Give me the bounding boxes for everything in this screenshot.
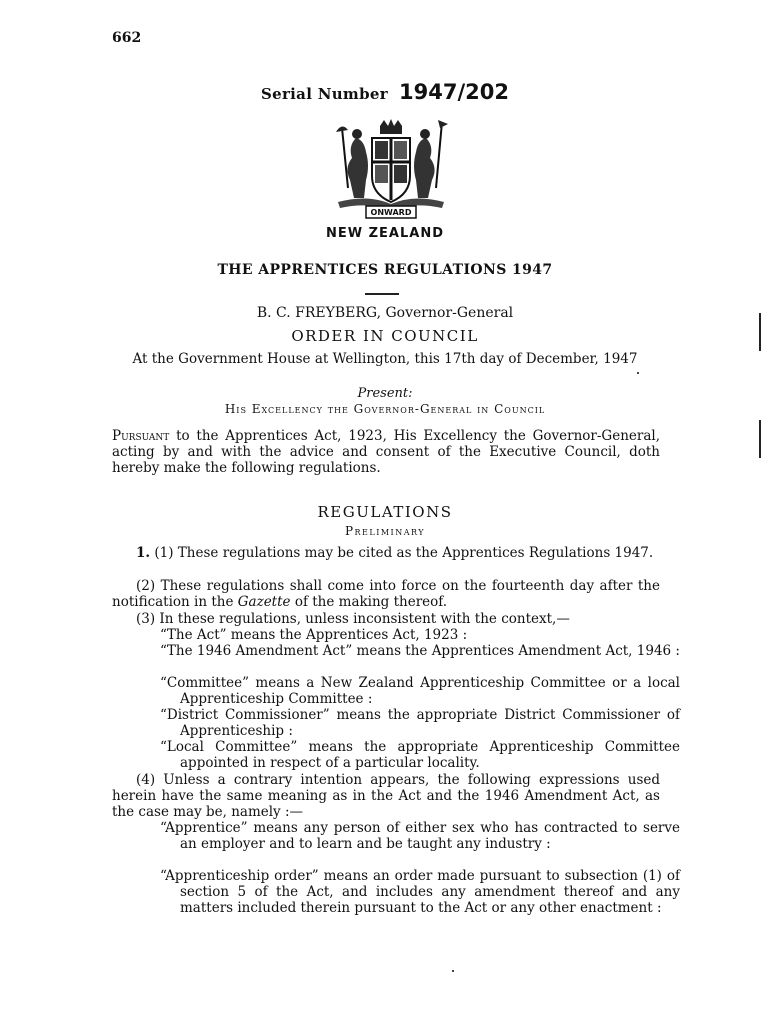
speck	[452, 970, 454, 972]
title-rule	[365, 293, 399, 295]
regulation-title: THE APPRENTICES REGULATIONS 1947	[217, 262, 553, 278]
paragraph-3: (3) In these regulations, unless inconsistent with the context,—	[136, 611, 570, 627]
margin-mark	[759, 313, 761, 351]
paragraph-2-text: (2) These regulations shall come into force on the fourteenth day after the notification in the	[112, 578, 660, 610]
serial-label: Serial Number	[261, 85, 388, 103]
pursuant-lead: Pursuant	[112, 428, 170, 444]
preliminary-heading: Preliminary	[344, 524, 426, 538]
order-in-council-heading: ORDER IN COUNCIL	[291, 327, 479, 345]
excellency-line: His Excellency the Governor-General in Council	[224, 402, 546, 416]
crest-motto: ONWARD	[370, 208, 412, 217]
paragraph-4: (4) Unless a contrary intention appears, the following expressions used herein have the same meaning as in the Act and the 1946 Amendment Act, as the case may be, namely :—	[112, 772, 660, 820]
pursuant-paragraph	[112, 428, 660, 476]
paragraph-2-tail: of the making thereof.	[290, 594, 448, 610]
page-number: 662	[112, 30, 142, 46]
paragraph-1	[112, 545, 660, 561]
governor-general: B. C. FREYBERG, Governor-General	[256, 305, 514, 321]
serial-number: 1947/202	[399, 80, 509, 104]
margin-mark	[759, 420, 761, 458]
country-name: NEW ZEALAND	[325, 226, 444, 241]
serial-number-line	[0, 80, 770, 104]
regulations-heading: REGULATIONS	[317, 503, 453, 521]
paragraph-2	[112, 578, 660, 610]
paragraph-1-text: (1) These regulations may be cited as the Apprentices Regulations 1947.	[150, 545, 654, 561]
definition-item: “Local Committee” means the appropriate Apprenticeship Committee appointed in respect of a particular locality.	[160, 739, 680, 771]
coat-of-arms-icon	[318, 118, 464, 222]
definition-item: “Apprentice” means any person of either sex who has contracted to serve an employer and to learn and be taught any industry :	[160, 820, 680, 852]
gazette-italic: Gazette	[237, 594, 291, 610]
definition-item: “Apprenticeship order” means an order made pursuant to subsection (1) of section 5 of the Act, and includes any amendment thereof and any matters included therein pursuant to the Act or any other enactment :	[160, 868, 680, 916]
definition-item: “The Act” means the Apprentices Act, 1923 :	[160, 627, 468, 643]
definition-item: “Committee” means a New Zealand Apprenticeship Committee or a local Apprenticeship Committee :	[160, 675, 680, 707]
pursuant-text: to the Apprentices Act, 1923, His Excellency the Governor-General, acting by and with the advice and consent of the Executive Council, doth hereby make the following regulations.	[112, 428, 660, 476]
definition-item: “The 1946 Amendment Act” means the Apprentices Amendment Act, 1946 :	[160, 643, 680, 659]
speck	[637, 372, 639, 374]
paragraph-1-number: 1.	[136, 545, 151, 561]
present-label: Present:	[357, 386, 413, 401]
venue-date: At the Government House at Wellington, this 17th day of December, 1947	[132, 351, 638, 367]
definition-item: “District Commissioner” means the appropriate District Commissioner of Apprenticeship :	[160, 707, 680, 739]
